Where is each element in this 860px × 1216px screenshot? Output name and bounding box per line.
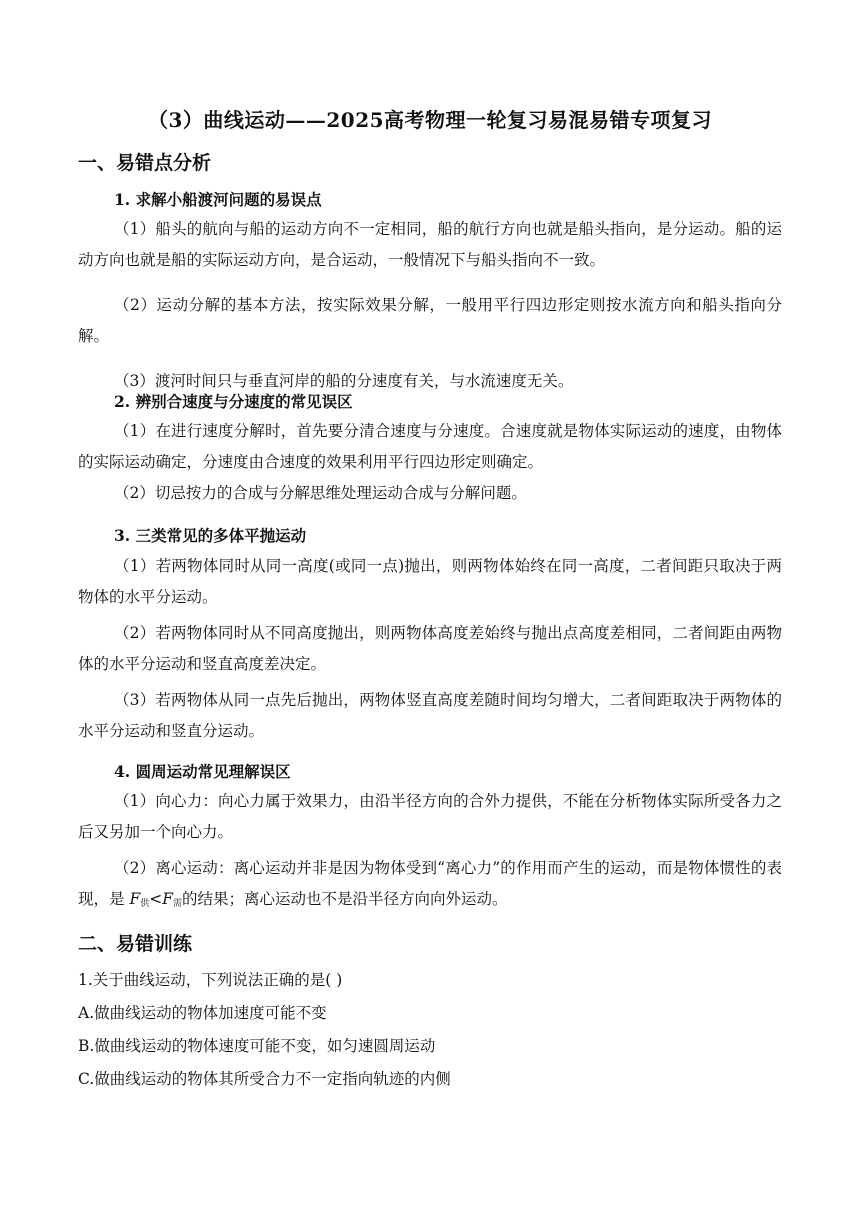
option-a: A.做曲线运动的物体加速度可能不变 [78,1004,327,1022]
option-c: C.做曲线运动的物体其所受合力不一定指向轨迹的内侧 [78,1070,451,1088]
paragraph: （1）在进行速度分解时，首先要分清合速度与分速度。合速度就是物体实际运动的速度，由物体的实际运动确定，分速度由合速度的效果利用平行四边形定则确定。 [78,422,782,471]
force-symbol: F [129,890,141,908]
force-subscript: 供 [140,899,150,909]
paragraph: （3）若两物体从同一点先后抛出，两物体竖直高度差随时间均匀增大，二者间距取决于两物体的水平分运动和竖直分运动。 [78,691,782,740]
paragraph-centrifugal [78,853,782,920]
less-than-sign: < [149,890,163,908]
section-heading-training: 二、易错训练 [78,933,193,955]
paragraph: （1）若两物体同时从同一高度(或同一点)抛出，则两物体始终在同一高度，二者间距只取决于两物体的水平分运动。 [78,557,782,606]
force-symbol: F [162,890,173,908]
topic-heading-projectile-motion: 3. 三类常见的多体平抛运动 [114,526,307,545]
section-heading-error-analysis: 一、易错点分析 [78,152,212,174]
topic-heading-circular-motion: 4. 圆周运动常见理解误区 [114,762,291,781]
document-title: （3）曲线运动——2025高考物理一轮复习易混易错专项复习 [147,108,713,132]
text-run: （2）离心运动：离心运动并非是因为物体受到“离心力”的作用而产生的运动，而是物体惯性的表现，是 [78,859,782,908]
paragraph: （2）切忌按力的合成与分解思维处理运动合成与分解问题。 [114,484,527,502]
paragraph: （1）船头的航向与船的运动方向不一定相同，船的航行方向也就是船头指向，是分运动。船的运动方向也就是船的实际运动方向，是合运动，一般情况下与船头指向不一致。 [78,220,782,269]
paragraph: （1）向心力：向心力属于效果力，由沿半径方向的合外力提供，不能在分析物体实际所受各力之后又另加一个向心力。 [78,792,782,841]
topic-heading-velocity-composition: 2. 辨别合速度与分速度的常见误区 [114,392,353,411]
paragraph: （2）运动分解的基本方法，按实际效果分解，一般用平行四边形定则按水流方向和船头指向分解。 [78,296,782,345]
force-subscript: 需 [172,899,182,909]
topic-heading-boat-crossing: 1. 求解小船渡河问题的易误点 [114,190,322,209]
paragraph: （3）渡河时间只与垂直河岸的船的分速度有关，与水流速度无关。 [114,372,574,390]
question-stem: 1.关于曲线运动，下列说法正确的是( ) [78,971,343,989]
paragraph: （2）若两物体同时从不同高度抛出，则两物体高度差始终与抛出点高度差相同，二者间距由两物体的水平分运动和竖直高度差决定。 [78,624,782,673]
option-b: B.做曲线运动的物体速度可能不变，如匀速圆周运动 [78,1037,436,1055]
text-run: 的结果；离心运动也不是沿半径方向向外运动。 [182,890,508,908]
